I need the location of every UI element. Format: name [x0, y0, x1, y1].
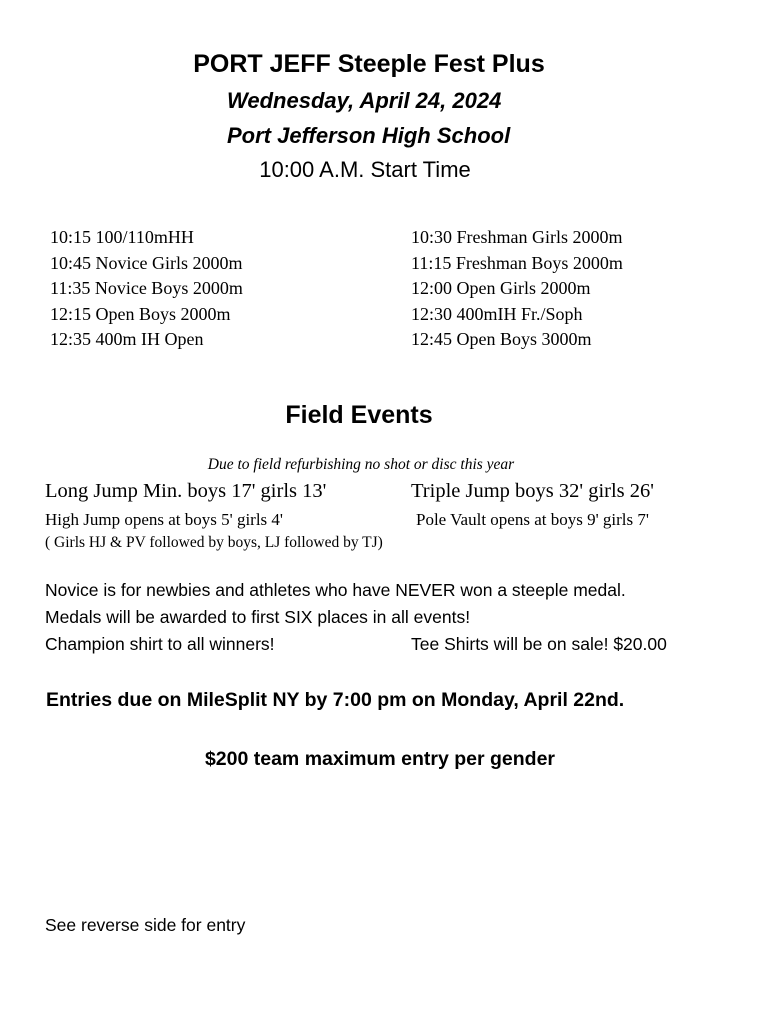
schedule-item: 11:15 Freshman Boys 2000m [411, 252, 623, 273]
medals-info: Medals will be awarded to first SIX places in all events! [45, 607, 471, 627]
triple-jump-info: Triple Jump boys 32' girls 26' [411, 480, 654, 502]
field-order-note: ( Girls HJ & PV followed by boys, LJ followed by TJ) [45, 534, 383, 551]
schedule-item: 12:35 400m IH Open [50, 329, 204, 349]
schedule-left-column [50, 225, 243, 353]
pole-vault-info: Pole Vault opens at boys 9' girls 7' [416, 510, 649, 529]
schedule-item: 12:15 Open Boys 2000m [50, 303, 231, 324]
novice-info: Novice is for newbies and athletes who have NEVER won a steeple medal. [45, 580, 626, 600]
schedule-item: 12:30 400mIH Fr./Soph [411, 303, 583, 324]
schedule-item: 11:35 Novice Boys 2000m [50, 278, 243, 298]
schedule-item: 12:00 Open Girls 2000m [411, 278, 591, 298]
page-title: PORT JEFF Steeple Fest Plus [193, 50, 545, 78]
reverse-side-note: See reverse side for entry [45, 915, 246, 935]
schedule-item: 12:45 Open Boys 3000m [411, 329, 592, 349]
schedule-item: 10:30 Freshman Girls 2000m [411, 227, 623, 247]
meet-date: Wednesday, April 24, 2024 [227, 88, 502, 113]
team-max-entry: $200 team maximum entry per gender [204, 748, 556, 770]
tee-shirt-info: Tee Shirts will be on sale! $20.00 [411, 634, 667, 654]
high-jump-info: High Jump opens at boys 5' girls 4' [45, 510, 283, 529]
field-events-note: Due to field refurbishing no shot or disc this year [207, 456, 515, 473]
schedule-item: 10:15 100/110mHH [50, 227, 194, 247]
start-time: 10:00 A.M. Start Time [259, 157, 471, 182]
long-jump-info: Long Jump Min. boys 17' girls 13' [45, 480, 327, 502]
champion-shirt-info: Champion shirt to all winners! [45, 634, 275, 654]
entries-deadline: Entries due on MileSplit NY by 7:00 pm on Monday, April 22nd. [46, 689, 625, 711]
schedule-right-column [411, 225, 623, 353]
schedule-item: 10:45 Novice Girls 2000m [50, 252, 243, 273]
meet-venue: Port Jefferson High School [227, 123, 511, 148]
field-events-heading: Field Events [285, 401, 433, 429]
